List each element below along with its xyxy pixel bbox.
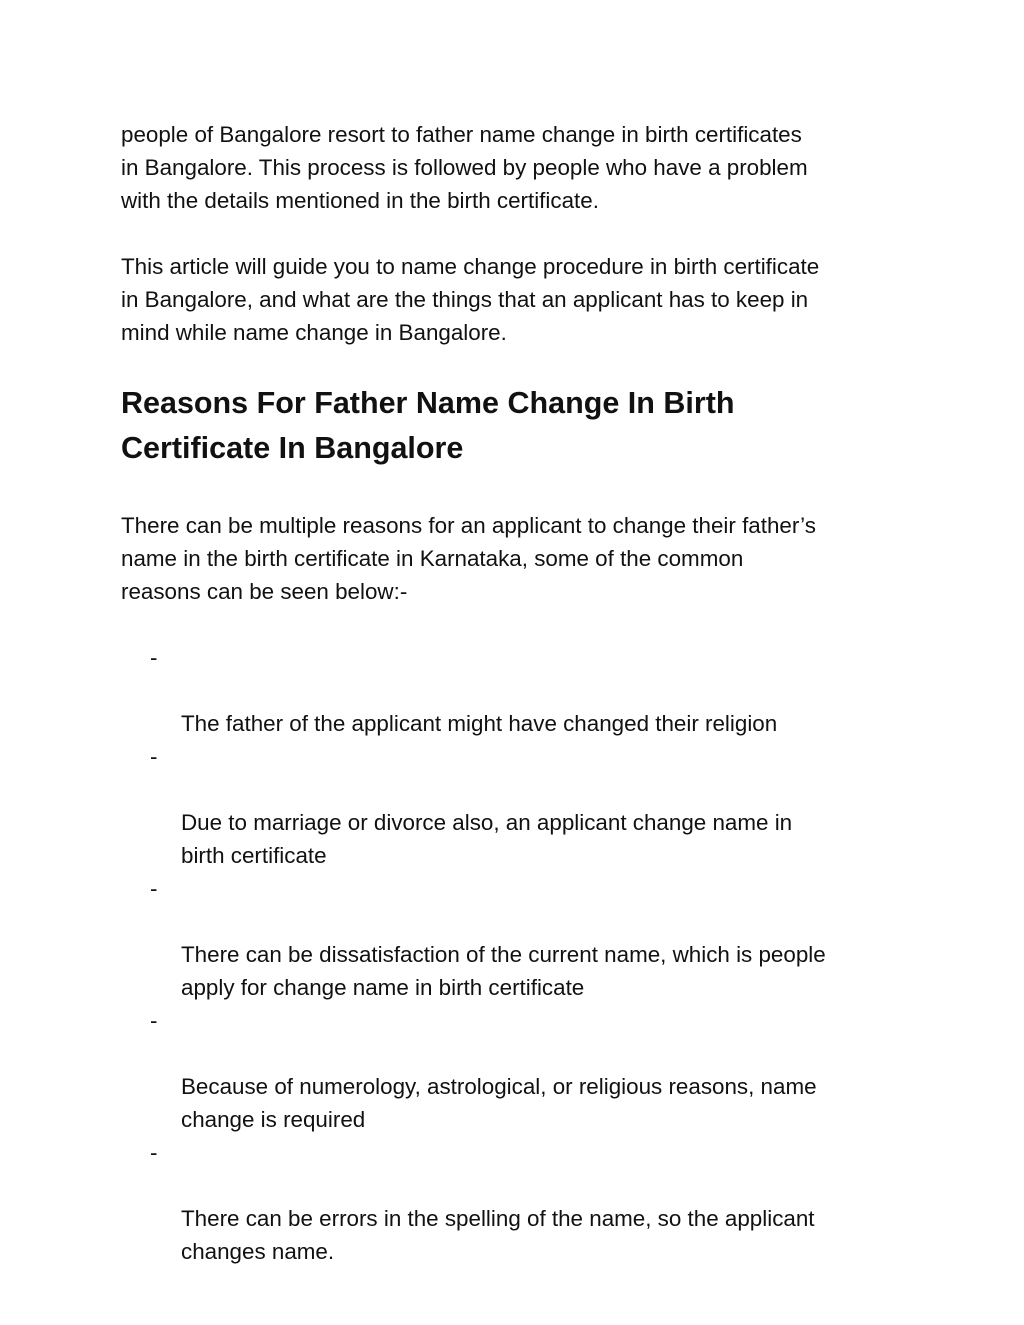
list-item (121, 641, 921, 740)
bullet-dash: - (150, 876, 158, 901)
bullet-dash: - (150, 645, 158, 670)
list-item-text: The father of the applicant might have changed their religion (181, 711, 778, 736)
bullet-dash: - (150, 744, 158, 769)
list-item (121, 872, 921, 1004)
paragraph-intro-2: This article will guide you to name change procedure in birth certificate in Bangalore, and what are the things that an applicant has to keep in mind while name change in Bangalore. (121, 254, 820, 345)
bullet-dash: - (150, 1140, 158, 1165)
document-page (121, 118, 921, 1268)
list-item-text: Because of numerology, astrological, or religious reasons, name change is required (181, 1074, 817, 1132)
list-item-text: There can be errors in the spelling of the name, so the applicant changes name. (181, 1206, 815, 1264)
reasons-list (121, 641, 921, 1268)
section-heading: Reasons For Father Name Change In Birth Certificate In Bangalore (121, 386, 735, 465)
paragraph-intro-1: people of Bangalore resort to father name change in birth certificates in Bangalore. This process is followed by people who have a problem with the details mentioned in the birth certificate. (121, 122, 808, 213)
list-item (121, 1004, 921, 1136)
list-item (121, 1136, 921, 1268)
list-item-text: There can be dissatisfaction of the current name, which is people apply for change name in birth certificate (181, 942, 826, 1000)
list-item (121, 740, 921, 872)
list-item-text: Due to marriage or divorce also, an applicant change name in birth certificate (181, 810, 793, 868)
paragraph-reasons-intro: There can be multiple reasons for an applicant to change their father’s name in the birth certificate in Karnataka, some of the common reasons can be seen below:- (121, 513, 816, 604)
bullet-dash: - (150, 1008, 158, 1033)
